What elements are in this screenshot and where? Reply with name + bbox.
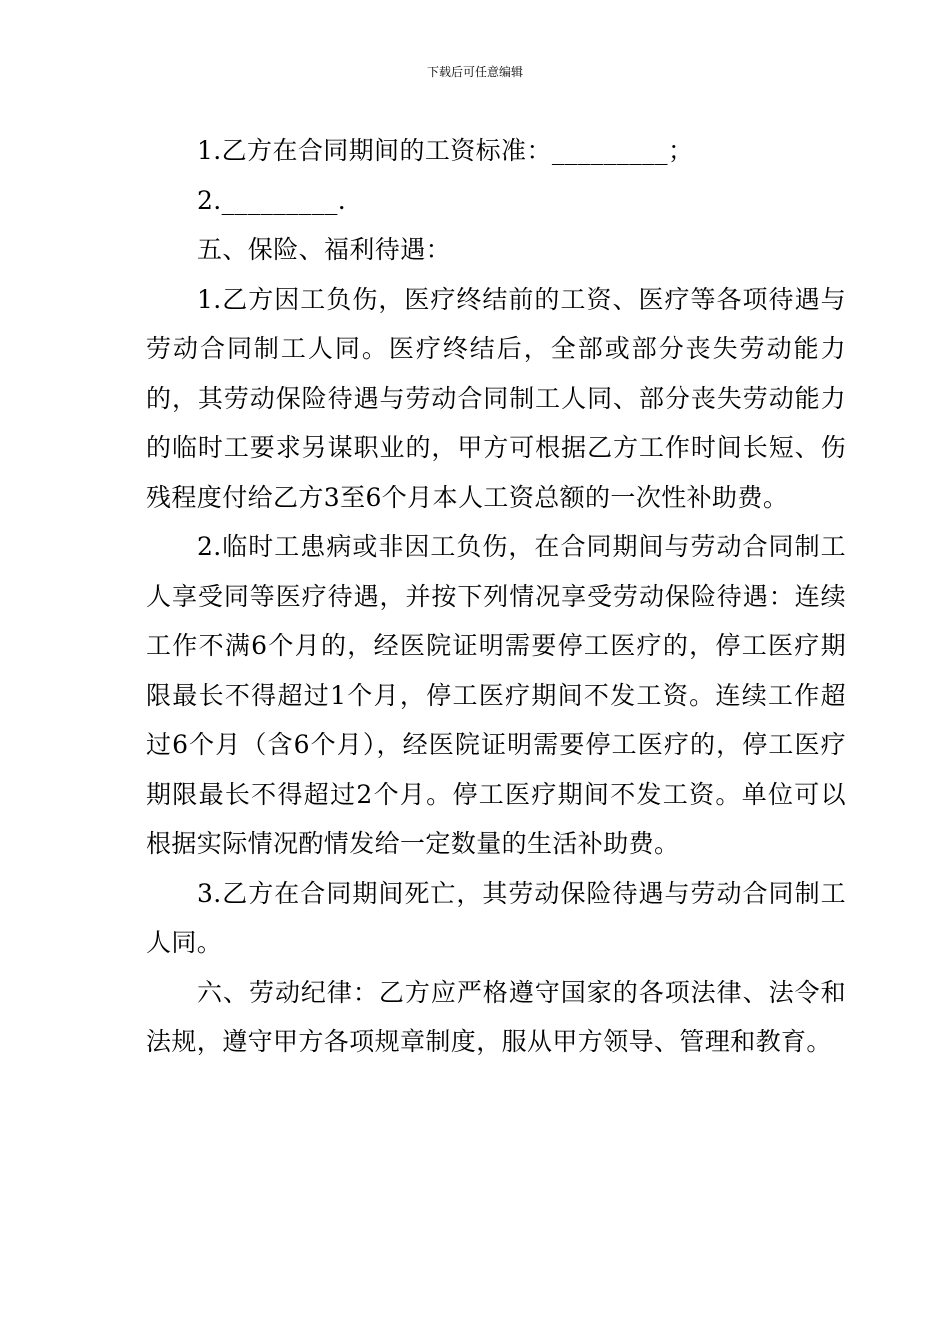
death-clause: 3.乙方在合同期间死亡，其劳动保险待遇与劳动合同制工人同。: [146, 878, 846, 957]
page-header-note: 下载后可任意编辑: [426, 65, 523, 79]
section-insurance-heading: 五、保险、福利待遇：: [197, 235, 452, 264]
wage-standard-item: 1.乙方在合同期间的工资标准：_________；: [197, 136, 694, 165]
document-body: [146, 126, 846, 1067]
section-discipline: 六、劳动纪律：乙方应严格遵守国家的各项法律、法令和法规，遵守甲方各项规章制度，服从甲方领导、管理和教育。: [146, 977, 846, 1056]
wage-blank-item: 2._________.: [197, 185, 347, 215]
work-injury-clause: 1.乙方因工负伤，医疗终结前的工资、医疗等各项待遇与劳动合同制工人同。医疗终结后，全部或部分丧失劳动能力的，其劳动保险待遇与劳动合同制工人同、部分丧失劳动能力的临时工要求另谋职业的，甲方可根据乙方工作时间长短、伤残程度付给乙方3至6个月本人工资总额的一次性补助费。: [146, 284, 846, 512]
illness-clause: 2.临时工患病或非因工负伤，在合同期间与劳动合同制工人享受同等医疗待遇，并按下列情况享受劳动保险待遇：连续工作不满6个月的，经医院证明需要停工医疗的，停工医疗期限最长不得超过1个月，停工医疗期间不发工资。连续工作超过6个月（含6个月），经医院证明需要停工医疗的，停工医疗期限最长不得超过2个月。停工医疗期间不发工资。单位可以根据实际情况酌情发给一定数量的生活补助费。: [146, 532, 846, 858]
